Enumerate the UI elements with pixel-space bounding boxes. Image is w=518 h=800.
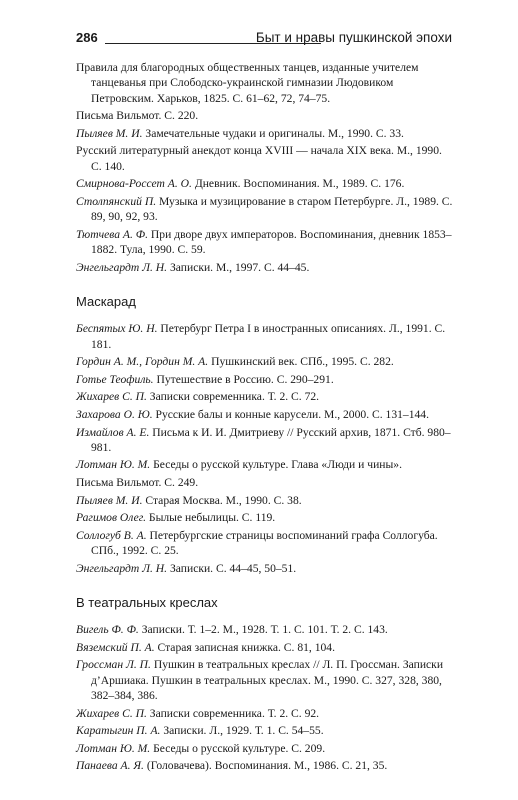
entry-text: Пушкин в театральных креслах // Л. П. Гроссман. Записки д’Аршиака. Пушкин в театральных креслах. М., 1990. С. 327, 328, 380, 382–384, 386. [91, 658, 444, 703]
bibliography-entry [76, 457, 454, 472]
entry-author: Гроссман Л. П. [76, 658, 151, 672]
bibliography-section [76, 60, 454, 275]
bibliography-entry [76, 194, 454, 225]
entry-author: Вигель Ф. Ф. [76, 623, 139, 637]
entry-author: Гордин А. М., Гордин М. А. [76, 355, 209, 369]
bibliography-entry [76, 475, 454, 490]
entry-text: Записки современника. Т. 2. С. 72. [149, 390, 320, 404]
bibliography-entry [76, 561, 454, 576]
entry-author: Лотман Ю. М. [76, 458, 151, 472]
bibliography-entry [76, 723, 454, 738]
bibliography-entry [76, 741, 454, 756]
bibliography-entry [76, 372, 454, 387]
entry-text: Петербургские страницы воспоминаний графа Соллогуба. СПб., 1992. С. 25. [91, 528, 438, 558]
entry-author: Тютчева А. Ф. [76, 227, 149, 241]
entry-text: Записки. Т. 1–2. М., 1928. Т. 1. С. 101. Т. 2. С. 143. [141, 623, 388, 637]
bibliography-entry [76, 425, 454, 456]
running-title: Быт и нравы пушкинской эпохи [255, 30, 452, 45]
entry-author: Лотман Ю. М. [76, 741, 151, 755]
bibliography-entry [76, 407, 454, 422]
bibliography [76, 60, 454, 776]
bibliography-entry [76, 227, 454, 258]
entry-text: Петербург Петра I в иностранных описаниях. Л., 1991. С. 181. [91, 322, 446, 351]
bibliography-entry [76, 510, 454, 525]
bibliography-section [76, 294, 454, 576]
entry-author: Энгельгардт Л. Н. [76, 561, 168, 575]
entry-text: Былые небылицы. С. 119. [148, 511, 276, 525]
bibliography-entry [76, 126, 454, 141]
entry-text: Записки. С. 44–45, 50–51. [169, 561, 297, 575]
entry-author: Смирнова-Россет А. О. [76, 177, 192, 191]
entry-author: Беспятых Ю. Н. [76, 322, 158, 336]
entry-text: Правила для благородных общественных танцев, изданные учителем танцеванья при Слободско-украинской гимназии Людовиком Петровским. Харьков, 1825. С. 61–62, 72, 74–75. [76, 61, 419, 105]
bibliography-entry [76, 528, 454, 559]
entry-author: Жихарев С. П. [76, 706, 147, 720]
entry-text: Письма к И. И. Дмитриеву // Русский архив, 1871. Стб. 980–981. [91, 425, 451, 454]
bibliography-entry [76, 640, 454, 655]
bibliography-entry [76, 389, 454, 404]
entry-text: Записки современника. Т. 2. С. 92. [149, 706, 320, 720]
bibliography-entry [76, 622, 454, 637]
entry-text: Пушкинский век. СПб., 1995. С. 282. [211, 355, 394, 369]
bibliography-entry [76, 493, 454, 508]
entry-author: Вяземский П. А. [76, 640, 155, 654]
page-number: 286 [76, 30, 98, 45]
bibliography-entry [76, 657, 454, 703]
entry-text: Беседы о русской культуре. Глава «Люди и чины». [153, 458, 402, 472]
section-title: В театральных креслах [76, 594, 218, 610]
bibliography-entry [76, 60, 454, 106]
entry-text: Беседы о русской культуре. С. 209. [153, 741, 326, 755]
entry-author: Столпянский П. [76, 194, 157, 208]
entry-author: Соллогуб В. А. [76, 528, 147, 542]
entry-text: (Головачева). Воспоминания. М., 1986. С. 21, 35. [146, 759, 388, 773]
entry-text: Путешествие в Россию. С. 290–291. [156, 372, 334, 386]
entry-text: При дворе двух императоров. Воспоминания, дневник 1853–1882. Тула, 1990. С. 59. [91, 227, 452, 257]
entry-text: Русский литературный анекдот конца XVIII — начала XIX века. М., 1990. С. 140. [76, 144, 442, 173]
entry-text: Письма Вильмот. С. 220. [76, 109, 199, 123]
entry-text: Замечательные чудаки и оригиналы. М., 1990. С. 33. [145, 126, 404, 140]
bibliography-entry [76, 706, 454, 721]
bibliography-entry [76, 321, 454, 352]
entry-author: Жихарев С. П. [76, 390, 147, 404]
bibliography-entry [76, 176, 454, 191]
entry-text: Русские балы и конные карусели. М., 2000. С. 131–144. [155, 407, 429, 421]
entry-author: Пыляев М. И. [76, 493, 143, 507]
entry-text: Записки. М., 1997. С. 44–45. [169, 260, 310, 274]
section-title: Маскарад [76, 293, 136, 309]
bibliography-entry [76, 354, 454, 369]
entry-author: Измайлов А. Е. [76, 425, 150, 439]
entry-author: Пыляев М. И. [76, 126, 143, 140]
entry-text: Музыка и музицирование в старом Петербурге. Л., 1989. С. 89, 90, 92, 93. [91, 194, 453, 224]
entry-text: Старая записная книжка. С. 81, 104. [157, 640, 335, 654]
entry-text: Старая Москва. М., 1990. С. 38. [145, 493, 302, 507]
entry-text: Записки. Л., 1929. Т. 1. С. 54–55. [163, 724, 324, 738]
entry-author: Панаева А. Я. [76, 759, 144, 773]
bibliography-entry [76, 108, 454, 123]
entry-text: Дневник. Воспоминания. М., 1989. С. 176. [194, 177, 405, 191]
entry-author: Готье Теофиль. [76, 372, 154, 386]
entry-author: Захарова О. Ю. [76, 407, 153, 421]
page-header [76, 30, 452, 50]
bibliography-entry [76, 260, 454, 275]
bibliography-section [76, 595, 454, 774]
entry-author: Энгельгардт Л. Н. [76, 260, 168, 274]
bibliography-entry [76, 758, 454, 773]
bibliography-entry [76, 143, 454, 174]
entry-author: Рагимов Олег. [76, 511, 147, 525]
entry-text: Письма Вильмот. С. 249. [76, 475, 199, 489]
entry-author: Каратыгин П. А. [76, 724, 161, 738]
